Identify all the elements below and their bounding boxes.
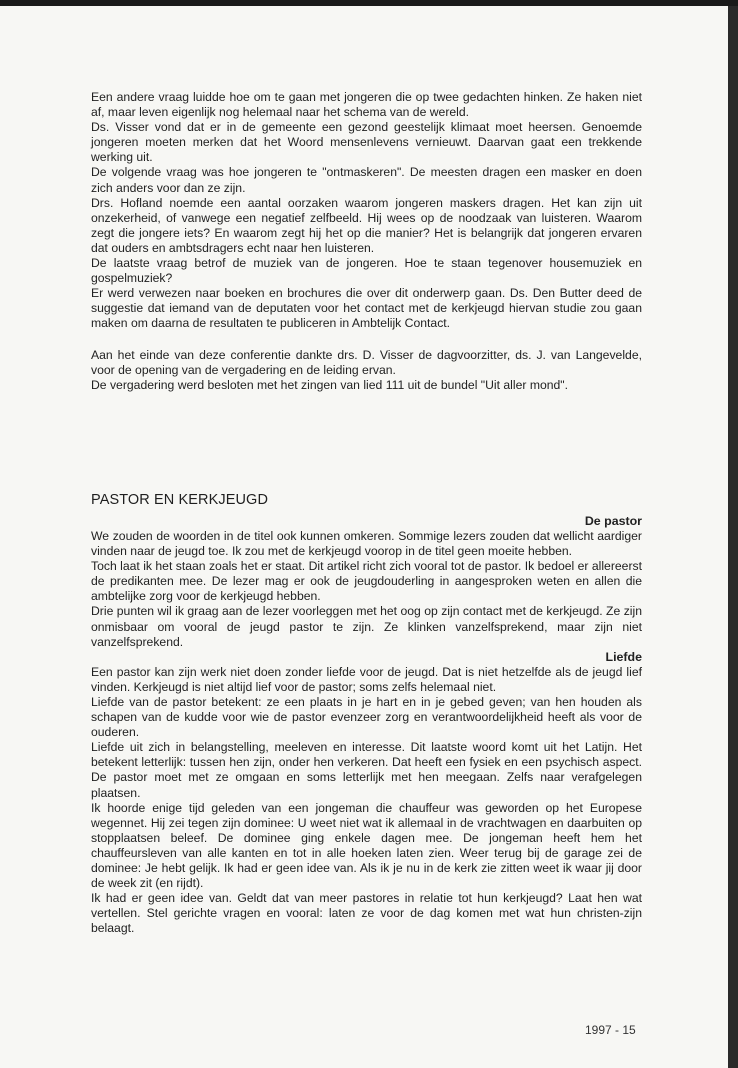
article-paragraph: Ik hoorde enige tijd geleden van een jongeman die chauffeur was geworden op het Europese wegennet. Hij zei tegen zijn dominee: U weet niet wat ik allemaal in de vrachtwagen en daarbuiten op stopplaatsen beleef. De dominee ging enkele dagen mee. De jongeman heeft hem het chauffeursleven van alle kanten en tot in alle hoeken laten zien. Weer terug bij de garage zei de dominee: Je hebt gelijk. Ik had er geen idee van. Als ik je nu in de kerk zie zitten weet ik waar jij door de week zit (en rijdt). [91, 800, 642, 891]
article-paragraph: Liefde uit zich in belangstelling, meeleven en interesse. Dit laatste woord komt uit het Latijn. Het betekent letterlijk: tussen hen zijn, onder hen verkeren. Dat heeft een fysiek en een psychisch aspect. De pastor moet met ze omgaan en soms letterlijk met hen meegaan. Zelfs naar verafgelegen plaatsen. [91, 740, 642, 800]
closing-paragraph-1: Aan het einde van deze conferentie dankte drs. D. Visser de dagvoorzitter, ds. J. van Langevelde, voor de opening van de vergadering en de leiding ervan. [91, 347, 642, 377]
report-paragraph-6: Er werd verwezen naar boeken en brochures die over dit onderwerp gaan. Ds. Den Butter deed de suggestie dat iemand van de deputaten voor het contact met de kerkjeugd hiervan studie zou gaan maken om daarna de resultaten te publiceren in Ambtelijk Contact. [91, 286, 642, 331]
article-paragraph: Toch laat ik het staan zoals het er staat. Dit artikel richt zich vooral tot de pastor. Ik bedoel er allereerst de predikanten mee. De lezer mag er ook de jeugdouderling in aangesproken weten en allen die ambtelijke zorg voor de kerkjeugd hebben. [91, 559, 642, 604]
article-paragraph: Ik had er geen idee van. Geldt dat van meer pastores in relatie tot hun kerkjeugd? Laat hen wat vertellen. Stel gerichte vragen en vooral: laten ze voor de dag komen met wat hun christen-zijn belaagt. [91, 891, 642, 936]
report-paragraph-2: Ds. Visser vond dat er in de gemeente een gezond geestelijk klimaat moet heersen. Genoemde jongeren moeten merken dat het Woord mensenlevens vernieuwt. Daarvan gaat een trekkende werking uit. [91, 120, 642, 165]
report-paragraph-3: De volgende vraag was hoe jongeren te "ontmaskeren". De meesten dragen een masker en doen zich anders voor dan ze zijn. [91, 165, 642, 195]
article-paragraph: Liefde van de pastor betekent: ze een plaats in je hart en in je gebed geven; van hen houden als schapen van de kudde voor wie de pastor evenzeer zorg en verantwoordelijkheid heeft als voor de ouderen. [91, 695, 642, 740]
page-number: 1997 - 15 [585, 1023, 636, 1037]
report-paragraph-4: Drs. Hofland noemde een aantal oorzaken waarom jongeren maskers dragen. Het kan zijn uit onzekerheid, of vanwege een negatief zelfbeeld. Hij wees op de noodzaak van luisteren. Waarom zegt die jongere iets? En waarom zegt hij het op die manier? Het is belangrijk dat jongeren ervaren dat ouders en ambtsdragers echt naar hen luisteren. [91, 195, 642, 255]
section-heading-pastor: De pastor [584, 513, 642, 528]
spacer [91, 332, 642, 348]
article-paragraph: Een pastor kan zijn werk niet doen zonder liefde voor de jeugd. Dat is niet hetzelfde als de jeugd lief vinden. Kerkjeugd is niet altijd lief voor de pastor; soms zelfs helemaal niet. [91, 664, 642, 694]
spacer [91, 393, 642, 493]
closing-paragraph-2: De vergadering werd besloten met het zingen van lied 111 uit de bundel "Uit aller mond". [91, 377, 569, 392]
report-paragraph-1: Een andere vraag luidde hoe om te gaan met jongeren die op twee gedachten hinken. Ze haken niet af, maar leven eigenlijk nog helemaal naar het schema van de wereld. [91, 90, 642, 120]
article-paragraph: Drie punten wil ik graag aan de lezer voorleggen met het oog op zijn contact met de kerkjeugd. Ze zijn onmisbaar om vooral de jeugd pastor te zijn. Ze klinken vanzelfsprekend, maar zijn niet vanzelfsprekend. [91, 604, 642, 649]
page-content [91, 90, 642, 937]
report-paragraph-5: De laatste vraag betrof de muziek van de jongeren. Hoe te staan tegenover housemuziek en gospelmuziek? [91, 256, 642, 286]
section-heading-liefde: Liefde [605, 649, 642, 664]
article-paragraph: We zouden de woorden in de titel ook kunnen omkeren. Sommige lezers zouden dat wellicht aardiger vinden naar de jeugd toe. Ik zou met de kerkjeugd voorop in de titel geen moeite hebben. [91, 528, 642, 559]
article-title: PASTOR EN KERKJEUGD [91, 491, 269, 508]
